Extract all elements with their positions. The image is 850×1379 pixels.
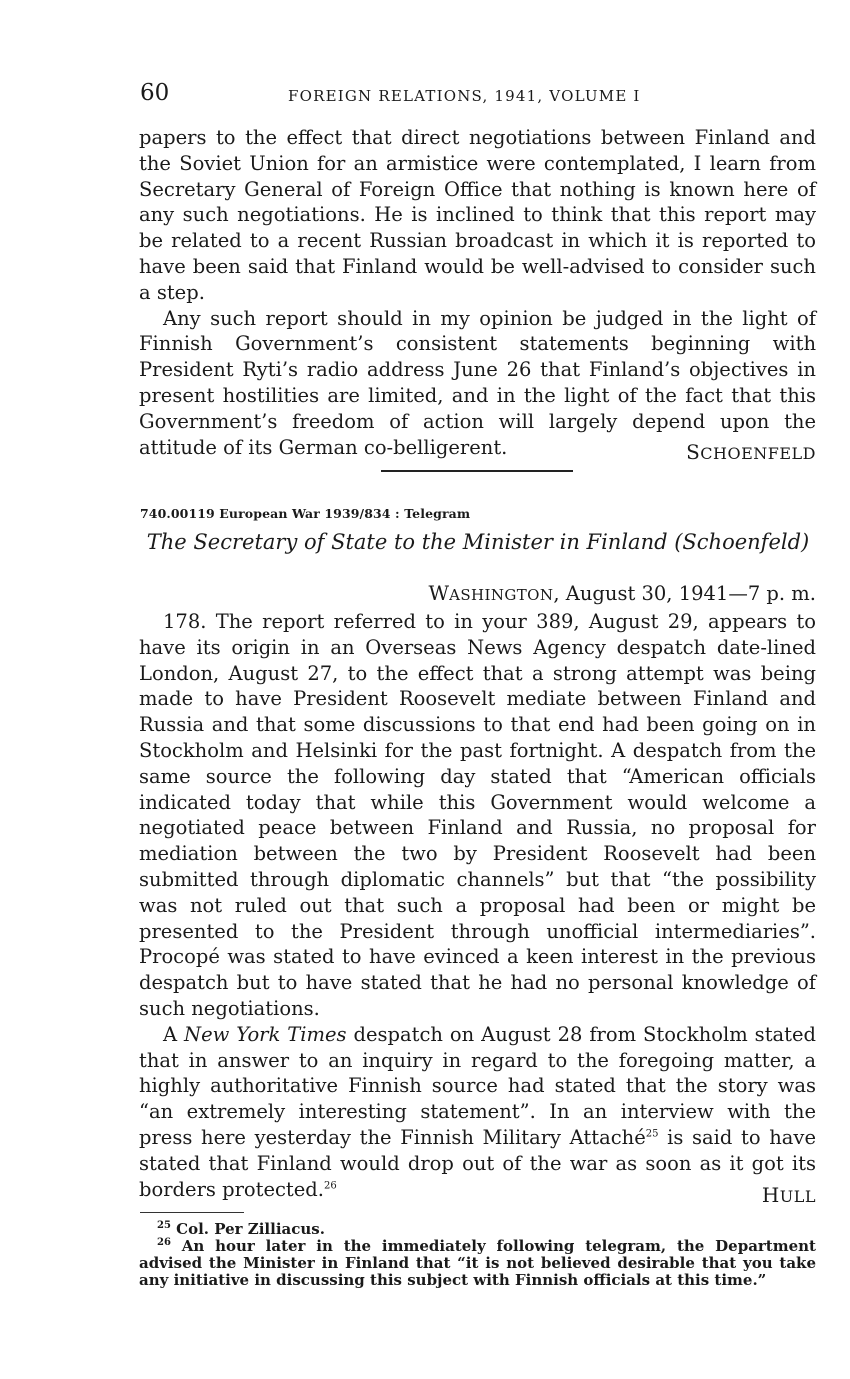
footnote-ref-25: 25 bbox=[645, 1128, 659, 1140]
newspaper-title: New York Times bbox=[184, 1022, 347, 1046]
signature-schoenfeld: SCHOENFELD bbox=[686, 440, 816, 464]
footnote-ref-26: 26 bbox=[324, 1180, 337, 1192]
signature-hull: HULL bbox=[761, 1183, 816, 1207]
section-divider bbox=[381, 470, 573, 472]
page-number: 60 bbox=[140, 80, 170, 106]
running-head: FOREIGN RELATIONS, 1941, VOLUME I bbox=[288, 87, 641, 105]
telegram-body bbox=[139, 609, 816, 1202]
dateline: WASHINGTON, August 30, 1941—7 p. m. bbox=[428, 581, 816, 605]
telegram-paragraph-2: A New York Times despatch on August 28 from Stockholm stated that in answer to an inquiry in regard to the foregoing matter, a highly authoritative Finnish source had stated that the story was “an extremely interesting statement”. In an interview with the press here yesterday the Finnish Military Attaché$^{25}$ is said to have stated that Finland would drop out of the war as soon as it got its borders protected.$^{26}$ bbox=[139, 1022, 817, 1201]
page-header bbox=[140, 80, 816, 112]
letter-body bbox=[139, 125, 816, 460]
telegram-paragraph-1: 178. The report referred to in your 389, August 29, appears to have its origin in an Overseas News Agency despatch date-lined London, August 27, to the effect that a strong attempt was being made to have President Roosevelt mediate between Finland and Russia and that some discussions to that end had been going on in Stockholm and Helsinki for the past fortnight. A despatch from the same source the following day stated that “American officials indicated today that while this Government would welcome a negotiated peace between Finland and Russia, no proposal for mediation between the two by President Roosevelt had been submitted through diplomatic channels” but that “the possibility was not ruled out that such a proposal had been or might be presented to the President through unofficial intermediaries”. Procopé was stated to have evinced a keen interest in the previous despatch but to have stated that he had no personal knowledge of such negotiations. bbox=[139, 610, 816, 1020]
document-title: The Secretary of State to the Minister in Finland (Schoenfeld) bbox=[146, 530, 810, 554]
letter-paragraph-1: papers to the effect that direct negotiations between Finland and the Soviet Union for an armistice were contemplated, I learn from Secretary General of Foreign Office that nothing is known here of any such negotiations. He is inclined to think that this report may be related to a recent Russian broadcast in which it is reported to have been said that Finland would be well-advised to consider such a step. bbox=[139, 126, 816, 304]
footnote-rule bbox=[140, 1212, 244, 1213]
letter-paragraph-2: Any such report should in my opinion be judged in the light of Finnish Government’s consistent statements beginning with President Ryti’s radio address June 26 that Finland’s objectives in present hostilities are limited, and in the light of the fact that this Government’s freedom of action will largely depend upon the attitude of its German co-belligerent. bbox=[139, 306, 816, 459]
footnote-26: $^{26}$ An hour later in the immediately following telegram, the Department advised the Minister in Finland that “it is not believed desirable that you take any initiative in discussing this subject with Finnish officials at this time.” bbox=[139, 1237, 816, 1289]
footnotes bbox=[139, 1221, 816, 1289]
file-reference: 740.00119 European War 1939/834 : Telegram bbox=[140, 506, 471, 521]
footnote-25: $^{25}$ Col. Per Zilliacus. bbox=[157, 1220, 325, 1238]
